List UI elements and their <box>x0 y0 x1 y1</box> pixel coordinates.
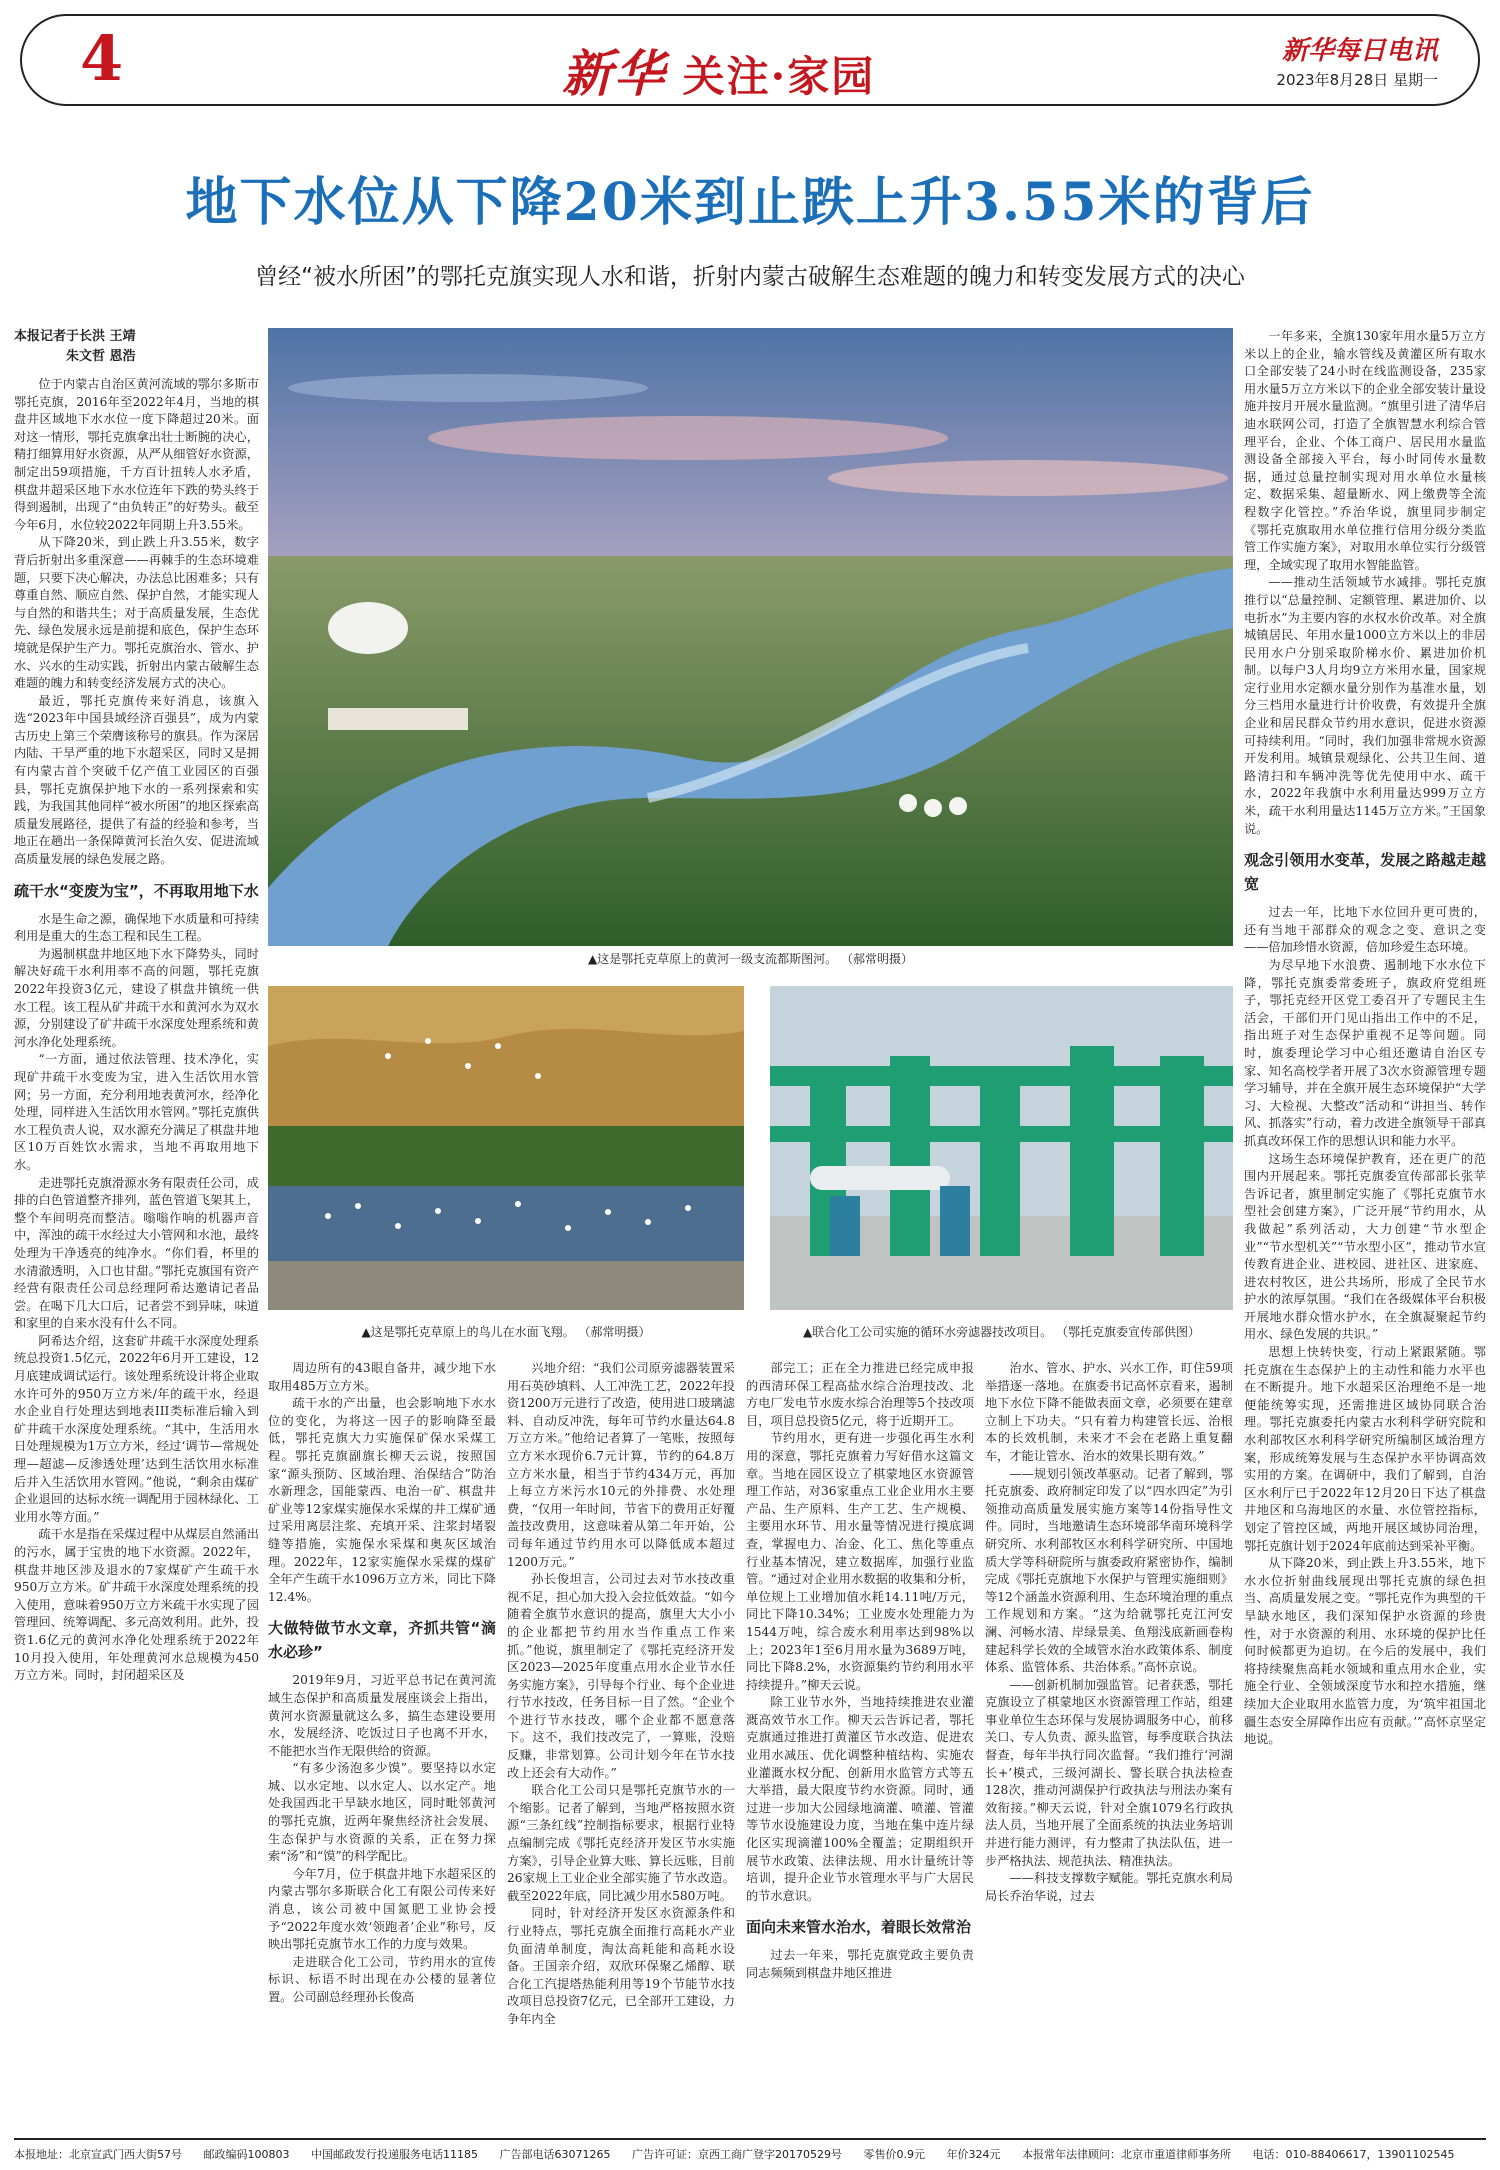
paragraph: 这场生态环境保护教育，还在更广的范围内开展起来。鄂托克旗委宣传部部长张苹告诉记者，旗里制定实施了《鄂托克旗节水型社会创建方案》，广泛开展“节约用水，从我做起”系列活动，大力创建“节水型企业”“节水型机关”“节水型小区”，推动节水宣传教育进企业、进校园、进社区、进家庭、进农村牧区，进公共场所，形成了全民节水护水的浓厚氛围。“我们在各级媒体平台积极开展地水群众惜水护水，在全旗凝聚起节约用水、绿色发展的共识。” <box>1244 1151 1486 1342</box>
paragraph: 最近，鄂托克旗传来好消息，该旗入选“2023年中国县域经济百强县”，成为内蒙古历史上第三个荣膺该称号的旗县。作为深居内陆、干旱严重的地下水超采区，同时又是拥有内蒙古首个突破千亿产值工业园区的百强县，鄂托克旗保护地下水的一系列探索和实践，为我国其他同样“被水所困”的地区探索高质量发展路径，提供了有益的经验和参考，当地正在趟出一条保障黄河长治久安、促进流域高质量发展的绿色发展之路。 <box>14 693 259 867</box>
photo-credit: （鄂托克旗委宣传部供图） <box>1056 1325 1201 1339</box>
masthead-bar <box>20 14 1480 106</box>
article-column-3 <box>507 1360 735 2131</box>
paragraph: 思想上快转快变，行动上紧跟紧随。鄂托克旗在生态保护上的主动性和能力水平也在不断提升。地下水超采区治理绝不是一地便能统筹实现，还需推进区域协同联合治理。鄂托克旗委托内蒙古水利科学研究院和水利部牧区水利科学研究所编制区域治理方案，形成统筹发展与生态保护水平协调高效实用的方案。在调研中，我们了解到，自治区水利厅已于2022年12月20日下达了棋盘井地区和乌海地区的水量、水位管控指标，划定了管控区域，两地开展区域协同治理，鄂托克旗计划于2024年底前达到采补平衡。 <box>1244 1345 1486 1553</box>
paragraph: 2019年9月，习近平总书记在黄河流域生态保护和高质量发展座谈会上指出，黄河水资源量就这么多，搞生态建设要用水，发展经济、吃饭过日子也离不开水，不能把水当作无限供给的资源。 <box>268 1673 496 1758</box>
photo-credit: （郝常明摄） <box>578 1325 651 1339</box>
paragraph: 走进联合化工公司，节约用水的宣传标识、标语不时出现在办公楼的显著位置。公司副总经理孙长俊高 <box>268 1954 496 2004</box>
paragraph: 水是生命之源，确保地下水质量和可持续利用是重大的生态工程和民生工程。 <box>14 911 259 944</box>
footer-ad-license: 广告许可证：京西工商广登字20170529号 <box>632 2148 842 2161</box>
footer-postcode: 邮政编码100803 <box>203 2148 290 2161</box>
section-heading: 面向未来管水治水，着眼长效常治 <box>746 1918 972 1937</box>
photo-credit: （郝常明摄） <box>841 952 914 966</box>
paragraph: 走进鄂托克旗滑源水务有限责任公司，成排的白色管道整齐排列，蓝色管道飞架其上，整个车间明亮而整洁。嗡嗡作响的机器声音中，浑浊的疏干水经过大小管网和水池，最终处理为干净透亮的纯净水。“你们看，杯里的水清澈透明，入口也甘甜。”鄂托克旗国有资产经营有限责任公司总经理阿希达邀请记者品尝。在喝下几大口后，记者尝不到异味，味道和家里的自来水没有什么不同。 <box>14 1175 259 1331</box>
brand-logo: 新华 <box>562 44 666 103</box>
footer-retail-price: 零售价0.9元 <box>863 2148 925 2161</box>
main-photo-caption <box>268 950 1233 967</box>
paragraph: 为遏制棋盘井地区地下水下降势头，同时解决好疏干水利用率不高的问题，鄂托克旗2022年投资3亿元，建设了棋盘井镇统一供水工程。该工程从矿井疏干水和黄河水为双水源，分别建设了矿井疏干水深度处理系统和黄河水净化处理系统。 <box>14 946 259 1049</box>
article-column-1 <box>14 376 259 2131</box>
byline-line-1: 本报记者于长洪 王靖 <box>14 329 136 344</box>
photo-pipes <box>770 986 1233 1310</box>
footer-address: 本报地址：北京宣武门西大街57号 <box>14 2148 182 2161</box>
paragraph: 部完工；正在全力推进已经完成申报的西清环保工程高盐水综合治理技改、北方电厂发电节水废水综合治理等5个技改项目，项目总投资5亿元，将于近期开工。 <box>746 1361 974 1428</box>
footer-annual-price: 年价324元 <box>946 2148 1001 2161</box>
page-footer <box>14 2138 1486 2162</box>
paragraph: “有多少汤泡多少馍”。要坚持以水定城、以水定地、以水定人、以水定产。地处我国西北干旱缺水地区，同时毗邻黄河的鄂托克旗，近两年聚焦经济社会发展、生态保护与水资源的关系，正在努力探索“汤”和“馍”的科学配比。 <box>268 1761 496 1864</box>
paragraph: 从下降20米，到止跌上升3.55米，数字背后折射出多重深意——再棘手的生态环境难题，只要下决心解决，办法总比困难多；只有尊重自然、顺应自然、保护自然，才能实现人与自然的和谐共生；对于高质量发展，生态优先、绿色发展永远是前提和底色，保护生态环境就是保护生产力。鄂托克旗治水、管水、护水、兴水的生动实践，折射出内蒙古破解生态难题的魄力和转变经济发展方式的决心。 <box>14 535 259 691</box>
paragraph: “一方面，通过依法管理、技术净化，实现矿井疏干水变废为宝，进入生活饮用水管网；另一方面，充分利用地表黄河水，经净化处理，同样进入生活饮用水管网。”鄂托克旗供水工程负责人说，双水源充分满足了棋盘井地区10万百姓饮水需求，当地不再取用地下水。 <box>14 1052 259 1172</box>
paragraph: 除工业节水外，当地持续推进农业灌溉高效节水工作。柳天云告诉记者，鄂托克旗通过推进打黄灌区节水改造、促进农业用水减压、优化调整种植结构、实施农业灌溉水权分配、创新用水监管方式等五大举措，最大限度节约水资源。同时，通过进一步加大公园绿地滴灌、喷灌、管灌等节水设施建设力度，当地在集中连片绿化区实现滴灌100%全覆盖；定期组织开展节水政策、法律法规、用水计量统计等培训，提升企业节水管理水平与广大居民的节水意识。 <box>746 1695 974 1903</box>
paragraph: ——科技支撑数字赋能。鄂托克旗水利局局长乔治华说，过去 <box>985 1871 1233 1903</box>
paragraph: 一年多来，全旗130家年用水量5万立方米以上的企业，输水管线及黄灌区所有取水口全部安装了24小时在线监测设备，235家用水量5万立方米以下的企业全部安装计量设施并按月开展水量监测。“旗里引进了清华启迪水联网公司，打造了全旗智慧水利综合管理平台，企业、个体工商户、居民用水量监测设备全部接入平台，每小时同传水量数据，通过总量控制实现对用水单位水量核定、数据采集、超量断水、网上缴费等全流程数字化管控。”乔治华说，旗里同步制定《鄂托克旗取用水单位推行信用分级分类监管工作实施方案》，对取用水单位实行分级管理，全域实现了取用水智能监管。 <box>1244 329 1486 572</box>
paragraph: 孙长俊坦言，公司过去对节水技改重视不足，担心加大投入会拉低效益。“如今随着全旗节水意识的提高，旗里大大小小的企业都把节约用水当作重点工作来抓。”他说，旗里制定了《鄂托克经济开发区2023—2025年度重点用水企业节水任务实施方案》，引导每个行业、每个企业进行节水技改，任务目标一目了然。“企业个个进行节水技改，哪个企业都不愿意落下。这不，我们技改完了，一算账，没赔反赚，非常划算。公司计划今年在节水技改上还会有大动作。” <box>507 1572 735 1780</box>
river-aerial-image <box>268 328 1233 946</box>
paragraph: 联合化工公司只是鄂托克旗节水的一个缩影。记者了解到，当地严格按照水资源“三条红线”控制指标要求，根据行业特点编制完成《鄂托克经济开发区节水实施方案》，引导企业算大账、算长远账，目前26家规上工业企业全部实施了节水改造。截至2022年底，同比减少用水580万吨。 <box>507 1783 735 1903</box>
paragraph: 治水、管水、护水、兴水工作，盯住59项举措逐一落地。在旗委书记高怀京看来，遏制地下水位下降不能做表面文章，必须要在建章立制上下功夫。“只有着力构建管长远、治根本的长效机制，未来才不会在老路上重复翻车，才能让管水、治水的效果长期有效。” <box>985 1361 1233 1463</box>
paragraph: 兴地介绍：“我们公司原旁滤器装置采用石英砂填料、人工冲洗工艺，2022年投资1200万元进行了改造，使用进口玻璃滤料、自动反冲洗，每年可节约水量达64.8万立方米。”他给记者算了一笔账，按照每立方米水现价6.7元计算，节约的64.8万立方米水量，相当于节约434万元，再加上每立方米污水10元的外排费、水处理费，“仅用一年时间，节省下的费用正好覆盖技改费用，这意味着从第二年开始，公司每年通过节约用水可以降低成本超过1200万元。” <box>507 1361 735 1569</box>
section-heading: 大做特做节水文章，齐抓共管“滴水必珍” <box>268 1619 496 1662</box>
article-column-6 <box>1244 328 1486 2131</box>
footer-legal-counsel: 本报常年法律顾问：北京市重道律师事务所 <box>1022 2148 1231 2161</box>
paragraph: ——规划引领改革驱动。记者了解到，鄂托克旗委、政府制定印发了以“四水四定”为引领推动高质量发展实施方案等14份指导性文件。同时，当地邀请生态环境部华南环境科学研究所、水利部牧区水利科学研究所、中国地质大学等科研院所与旗委政府紧密协作，编制完成《鄂托克旗地下水保护与管理实施细则》等12个涵盖水资源利用、生态环境治理的重点工作规划和方案。“这为给就鄂托克江河安澜、河畅水清、岸绿景美、鱼翔浅底新画卷构建起科学长效的全域管水治水政策体系、制度体系、监管体系、共治体系。”高怀京说。 <box>985 1466 1233 1675</box>
photo-river-aerial <box>268 328 1233 946</box>
birds-image <box>268 986 744 1310</box>
article-column-4 <box>746 1360 974 2131</box>
paragraph: 从下降20米，到止跌上升3.55米，地下水水位折射曲线展现出鄂托克旗的绿色担当、高质量发展之变。“鄂托克作为典型的干旱缺水地区，我们深知保护水资源的珍贵性，对于水资源的利用、水环境的保护比任何时候都更为迫切。在今后的发展中，我们将持续聚焦高耗水领域和重点用水企业，实施全行业、全领域深度节水和控水措施，继续加大企业取用水监管力度，为‘筑牢祖国北疆生态安全屏障作出应有贡献。’”高怀京坚定地说。 <box>1244 1556 1486 1747</box>
paragraph: 过去一年，比地下水位回升更可贵的，还有当地干部群众的观念之变、意识之变——倍加珍惜水资源，倍加珍爱生态环境。 <box>1244 905 1486 955</box>
paragraph: 阿希达介绍，这套矿井疏干水深度处理系统总投资1.5亿元，2022年6月开工建设，12月底建成调试运行。该处理系统设计将企业取水许可外的950万立方米/年的疏干水，经退水企业自行处理达到地表III类标准后输入到矿井疏干水深度处理系统。“其中，生活用水日处理规模为1万立方米，经过‘调节—常规处理—超滤—反渗透处理’达到生活饮用水标准后并入生活饮用水管网。”他说，“剩余由煤矿企业退回的达标水统一调配用于园林绿化、工业用水等方面。” <box>14 1333 259 1524</box>
article-column-2 <box>268 1360 496 2131</box>
paragraph: ——创新机制加强监管。记者获悉，鄂托克旗设立了棋蒙地区水资源管理工作站，组建事业单位生态环保与发展协调服务中心，前移关口、专人负责、源头监管，每季度联合执法督查，每年半执行同次监督。“我们推行‘河湖长+’模式，三级河湖长、警长联合执法检查128次，推动河湖保护行政执法与刑法办案有效衔接。”柳天云说，针对全旗1079名行政执法人员，当地开展了全面系统的执法业务培训并进行能力测评，有力整肃了执法队伍，进一步严格执法、规范执法、精准执法。 <box>985 1677 1233 1868</box>
article-column-5 <box>985 1360 1233 2131</box>
section-masthead <box>562 34 875 106</box>
section-heading: 疏干水“变废为宝”，不再取用地下水 <box>14 881 259 900</box>
footer-ad-phone: 广告部电话63071265 <box>499 2148 611 2161</box>
publication-info <box>1276 30 1438 90</box>
footer-phone: 电话：010-88406617，13901102545 <box>1252 2148 1455 2161</box>
paragraph: ——推动生活领域节水减排。鄂托克旗推行以“总量控制、定额管理、累进加价、以电折水”为主要内容的水权水价改革。对全旗城镇居民、年用水量1000立方米以上的非居民用水户分别采取阶梯水价、累进加价机制。以每户3人月均9立方米用水量，国家规定行业用水定额水量分别作为基准水量，划分三档用水量进行计价收费，有效提升全旗企业和居民群众节约用水意识，促进水资源可持续利用。“同时，我们加强非常规水资源开发利用。城镇景观绿化、公共卫生间、道路清扫和车辆冲洗等优先使用中水、疏干水，2022年我旗中水利用量达999万立方米，疏干水利用量达1145万立方米。”王国象说。 <box>1244 575 1486 836</box>
subheadline: 曾经“被水所困”的鄂托克旗实现人水和谐，折射内蒙古破解生态难题的魄力和转变发展方式的决心 <box>255 264 1245 290</box>
publication-name: 新华每日电讯 <box>1281 36 1438 66</box>
photo-birds <box>268 986 744 1310</box>
section-title: 关注·家园 <box>682 52 876 101</box>
paragraph: 位于内蒙古自治区黄河流域的鄂尔多斯市鄂托克旗，2016年至2022年4月，当地的棋盘井区域地下水水位一度下降超过20米。面对这一情形，鄂托克旗拿出壮士断腕的决心，精打细算用好水资源，从严从细管好水资源，制定出59项措施，千方百计扭转人水矛盾，棋盘井超采区地下水水位连年下跌的势头终于得到遏制，出现了“由负转正”的好势头。截至今年6月，水位较2022年同期上升3.55米。 <box>14 377 259 532</box>
pipes-image <box>770 986 1233 1310</box>
paragraph: 节约用水，更有进一步强化再生水利用的深意，鄂托克旗着力写好借水这篇文章。当地在园区设立了棋蒙地区水资源管理工作站，对36家重点工业企业用水主要产品、生产原料、生产工艺、生产规模、主要用水环节、用水量等情况进行摸底调查，掌握电力、冶金、化工、焦化等重点行业基本情况，建立数据库，加强行业监管。“通过对企业用水数据的收集和分析，单位规上工业增加值水耗14.11吨/万元，同比下降10.34%；工业废水处理能力为1544万吨，综合废水利用率达到98%以上；2023年1至6月用水量为3689万吨，同比下降8.2%，水资源集约节约利用水平持续提升。”柳天云说。 <box>746 1431 974 1692</box>
paragraph: 今年7月，位于棋盘井地下水超采区的内蒙古鄂尔多斯联合化工有限公司传来好消息，该公司被中国氮肥工业协会授予“2022年度水效‘领跑者’企业”称号，反映出鄂托克旗节水工作的力度与效果。 <box>268 1866 496 1952</box>
page-number: 4 <box>80 22 124 95</box>
paragraph: 为尽早地下水浪费、遏制地下水水位下降，鄂托克旗委常委班子，旗政府党组班子，鄂托克经开区党工委召开了专题民主生活会，干部们开门见山指出工作中的不足，指出班子对生态保护重视不足等问题。同时，旗委理论学习中心组还邀请自治区专家、知名高校学者开展了3次水资源管理专题学习辅导，并在全旗开展生态环境保护“大学习、大检视、大整改”活动和“讲担当、转作风、抓落实”行动，着力改进全旗领导干部真抓真改环保工作的思想认识和能力水平。 <box>1244 958 1486 1148</box>
issue-date: 2023年8月28日 星期一 <box>1276 71 1438 89</box>
pipes-photo-caption <box>770 1323 1233 1340</box>
caption-text: ▲联合化工公司实施的循环水旁滤器技改项目。 <box>802 1325 1053 1339</box>
headline: 地下水位从下降20米到止跌上升3.55米的背后 <box>185 172 1315 233</box>
footer-delivery-phone: 中国邮政发行投递服务电话11185 <box>311 2148 478 2161</box>
section-heading: 观念引领用水变革，发展之路越走越宽 <box>1244 851 1486 894</box>
caption-text: ▲这是鄂托克草原上的黄河一级支流都斯图河。 <box>587 952 838 966</box>
paragraph: 疏干水是指在采煤过程中从煤层自然涌出的污水，属于宝贵的地下水资源。2022年，棋盘井地区涉及退水的7家煤矿产生疏干水950万立方米。矿井疏干水深度处理系统的投入使用，意味着950万立方米疏干水实现了园管理回、统筹调配、多元高效利用。此外，投资1.6亿元的黄河水净化处理系统于2022年10月投入使用，年处理黄河水总规模为450万立方米。同时，封闭超采区及 <box>14 1527 259 1683</box>
paragraph: 周边所有的43眼自备井，减少地下水取用485万立方米。 <box>268 1361 496 1393</box>
paragraph: 过去一年来，鄂托克旗党政主要负责同志频频到棋盘井地区推进 <box>746 1948 974 1980</box>
paragraph: 同时，针对经济开发区水资源条件和行业特点，鄂托克旗全面推行高耗水产业负面清单制度，淘汰高耗能和高耗水设备。王国亲介绍，双欣环保聚乙烯醇、联合化工汽提塔热能利用等19个节能节水技改项目总投资7亿元，已全部开工建设，力争年内全 <box>507 1906 735 2026</box>
birds-photo-caption <box>268 1323 744 1340</box>
paragraph: 疏干水的产出量，也会影响地下水水位的变化，为将这一因子的影响降至最低，鄂托克旗大力实施保矿保水采煤工程。鄂托克旗副旗长柳天云说，按照国家“源头预防、区域治理、治保结合”防治水新理念，国能蒙西、电治一矿、棋盘井矿业等12家煤实施保水采煤的井工煤矿通过采用离层注浆、充填开采、注浆封堵裂缝等措施，实施保水采煤和奥灰区域治理。2022年，12家实施保水采煤的煤矿全年产生疏干水1096万立方米，同比下降12.4%。 <box>268 1396 496 1604</box>
byline-line-2: 朱文哲 恩浩 <box>66 349 136 364</box>
caption-text: ▲这是鄂托克草原上的鸟儿在水面飞翔。 <box>361 1325 575 1339</box>
byline <box>14 327 259 367</box>
